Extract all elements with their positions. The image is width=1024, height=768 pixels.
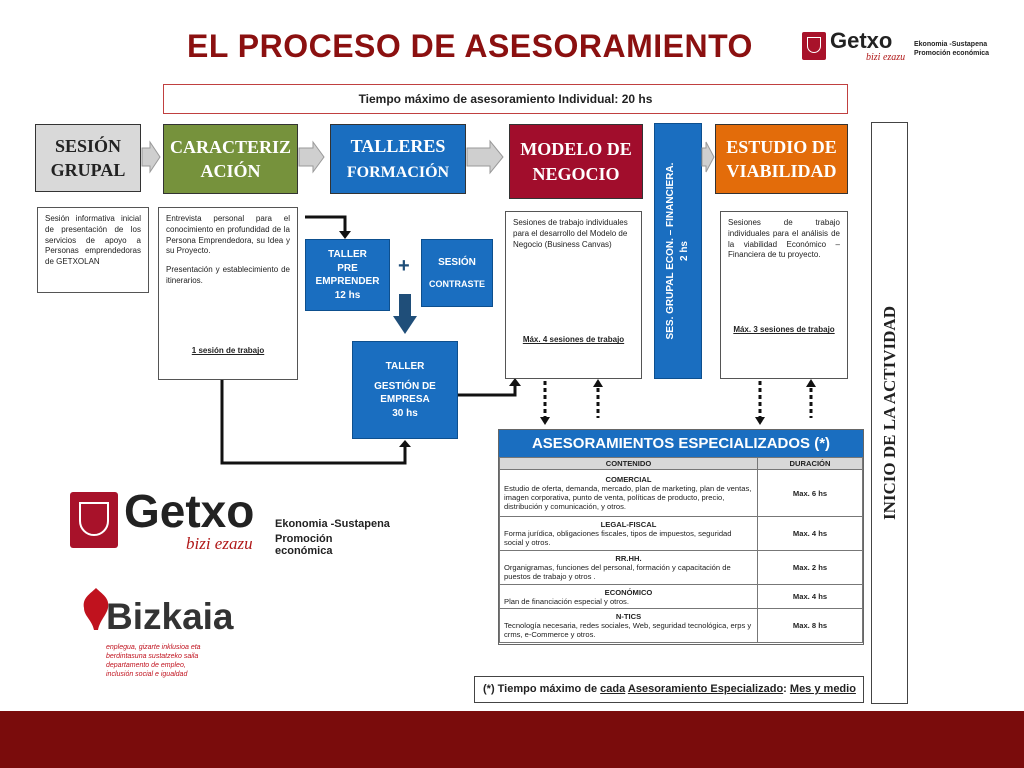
step-sesion-grupal-line2: GRUPAL — [50, 160, 126, 180]
row-text: Estudio de oferta, demanda, mercado, plan de marketing, plan de ventas, imagen corporativa, punto de venta, políticas de producto, precio, distribución y comunicación, y otros. — [504, 484, 752, 511]
shield-icon — [70, 492, 118, 548]
row-duration: Max. 8 hs — [758, 609, 863, 643]
note-prefix: (*) Tiempo máximo de — [483, 683, 601, 695]
desc-caracterizacion-foot: 1 sesión de trabajo — [191, 346, 265, 356]
step-modelo-negocio-line2: NEGOCIO — [532, 163, 620, 184]
taller-pre-l4: 12 hs — [334, 289, 361, 301]
bizkaia-l4: inclusión social e igualdad — [106, 671, 188, 678]
bizkaia-l2: berdintasuna sustatzeko saila — [106, 653, 199, 660]
bizkaia-logo — [80, 586, 280, 686]
note-ae: Asesoramiento Especializado — [627, 683, 784, 695]
row-text: Plan de financiación especial y otros. — [504, 596, 629, 606]
taller-pre-l1: TALLER — [328, 249, 367, 260]
getxo-logo-top-line2: Promoción económica — [914, 50, 990, 57]
bizkaia-l3: departamento de empleo, — [106, 662, 186, 669]
row-duration: Max. 4 hs — [758, 585, 863, 609]
ses-grupal-line1: SES. GRUPAL ECON. – FINANCIERA. — [665, 162, 676, 340]
desc-estudio-foot: Máx. 3 sesiones de trabajo — [733, 325, 835, 335]
getxo-logo-top-line1: Ekonomia -Sustapena — [914, 41, 988, 48]
row-category: RR.HH. — [615, 554, 642, 563]
taller-pre-l3: EMPRENDER — [315, 276, 380, 287]
note-cada: cada — [600, 683, 626, 695]
row-text: Organigramas, funciones del personal, formación y capacitación de puestos de trabajo y otros . — [504, 563, 731, 581]
row-category: COMERCIAL — [605, 475, 652, 484]
step-caracterizacion-line2: ACIÓN — [200, 161, 261, 181]
row-category: LEGAL-FISCAL — [600, 520, 657, 529]
table-row — [500, 585, 863, 609]
desc-modelo-foot: Máx. 4 sesiones de trabajo — [522, 335, 625, 345]
step-talleres-line1: TALLERES — [350, 136, 446, 157]
col-header-duration: DURACIÓN — [758, 458, 863, 470]
desc-estudio-p1: Sesiones de trabajo individuales para el análisis de la viabilidad Económico – Financiera de tu proyecto. — [728, 218, 840, 260]
chevron-right-icon — [702, 142, 714, 172]
specialized-title: ASESORAMIENTOS ESPECIALIZADOS (*) — [499, 430, 863, 457]
desc-modelo-negocio — [505, 211, 642, 379]
taller-gestion-l4: 30 hs — [392, 407, 418, 419]
step-estudio-viabilidad-line1: ESTUDIO DE — [726, 136, 837, 157]
table-row — [500, 551, 863, 585]
desc-modelo-p1: Sesiones de trabajo individuales para el desarrollo del Modelo de Negocio (Business Canvas) — [513, 218, 628, 249]
step-talleres-line2: FORMACIÓN — [346, 164, 450, 182]
row-text: Forma jurídica, obligaciones fiscales, tipos de impuestos, seguridad social y otros. — [504, 529, 732, 547]
chevron-right-icon — [467, 141, 503, 173]
row-duration: Max. 6 hs — [758, 470, 863, 517]
plus-sign: + — [398, 255, 410, 277]
specialized-table — [498, 429, 864, 645]
getxo-logo — [70, 485, 392, 560]
getxo-logo-line1: Ekonomia -Sustapena — [275, 518, 390, 530]
getxo-logo-tagline: bizi ezazu — [186, 534, 253, 553]
row-text: Tecnología necesaria, redes sociales, Web, seguridad tecnológica, erps y crms, e-Commerce y otros. — [504, 621, 752, 639]
desc-caracterizacion-p1: Entrevista personal para el conocimiento en profundidad de la Persona Emprendedora, su Idea y su Proyecto. — [166, 214, 290, 256]
sesion-contraste — [421, 239, 493, 307]
taller-gestion-l1: TALLER — [385, 361, 425, 372]
bizkaia-name: Bizkaia — [106, 596, 234, 637]
step-sesion-grupal-line1: SESIÓN — [54, 135, 122, 156]
getxo-logo-top-tagline: bizi ezazu — [866, 52, 906, 63]
table-row — [500, 470, 863, 517]
row-category: ECONÓMICO — [604, 587, 653, 597]
taller-gestion-l2: GESTIÓN DE — [374, 380, 436, 392]
row-category: N-TICS — [615, 612, 642, 621]
bizkaia-l1: enplegua, gizarte inklusioa eta — [106, 644, 201, 651]
table-row — [500, 609, 863, 643]
desc-caracterizacion-p2: Presentación y establecimiento de itinerarios. — [166, 265, 290, 285]
row-duration: Max. 4 hs — [758, 517, 863, 551]
getxo-logo-top-name: Getxo — [830, 28, 893, 53]
desc-estudio-viabilidad — [720, 211, 848, 379]
inicio-actividad-label: INICIO DE LA ACTIVIDAD — [879, 306, 899, 520]
footer-bar — [0, 711, 1024, 768]
step-caracterizacion-line1: CARACTERIZ — [169, 136, 292, 157]
taller-pre-emprender — [305, 239, 390, 311]
row-duration: Max. 2 hs — [758, 551, 863, 585]
taller-pre-l2: PRE — [337, 262, 358, 274]
sesion-contraste-l1: SESIÓN — [438, 257, 476, 269]
desc-sesion-grupal: Sesión informativa inicial de presentación de los servicios de apoyo a Personas emprendedoras de GETXOLAN — [37, 207, 149, 293]
taller-gestion-l3: EMPRESA — [380, 394, 430, 405]
page-title: EL PROCESO DE ASESORAMIENTO — [187, 28, 753, 64]
note-max-time — [474, 676, 864, 703]
chevron-right-icon — [142, 142, 160, 172]
ses-grupal-line2: 2 hs — [679, 241, 690, 262]
note-colon: : — [783, 683, 790, 695]
chevron-right-icon — [299, 142, 324, 172]
getxo-logo-line2: Promoción económica — [275, 533, 333, 557]
table-row — [500, 517, 863, 551]
note-value: Mes y medio — [789, 683, 856, 695]
step-modelo-negocio-line1: MODELO DE — [520, 139, 632, 160]
sesion-contraste-l2: CONTRASTE — [429, 278, 485, 289]
getxo-logo-name: Getxo — [124, 485, 255, 537]
taller-gestion-empresa — [352, 341, 458, 439]
col-header-content: CONTENIDO — [500, 458, 758, 470]
max-time-banner: Tiempo máximo de asesoramiento Individual: 20 hs — [163, 84, 848, 114]
desc-caracterizacion — [158, 207, 298, 380]
step-estudio-viabilidad-line2: VIABILIDAD — [726, 161, 837, 181]
